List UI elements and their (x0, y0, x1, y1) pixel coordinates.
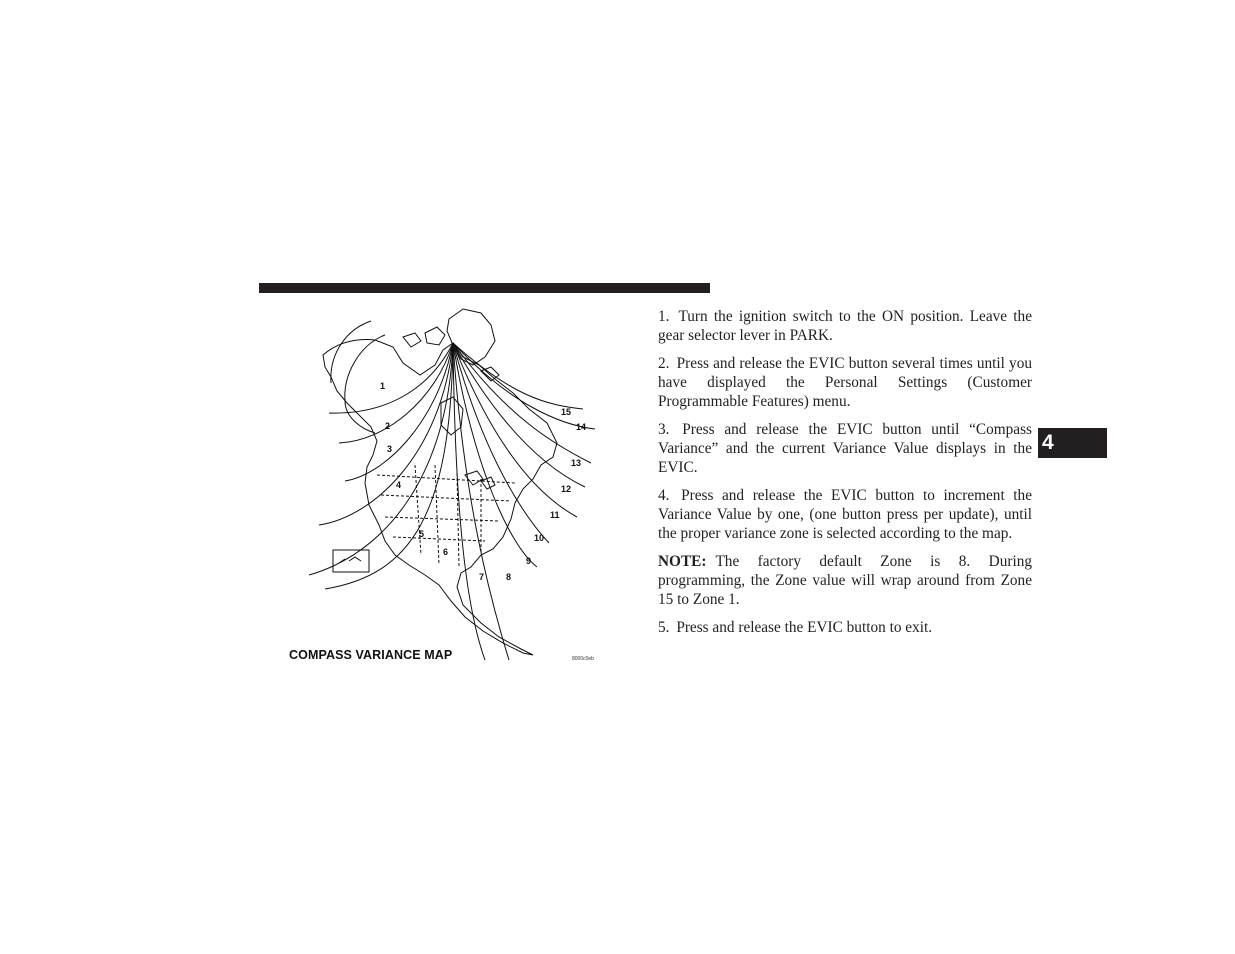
zone-label: 11 (550, 510, 560, 520)
compass-variance-map (285, 305, 615, 670)
step-number: 3. (658, 421, 670, 438)
step-text: Press and release the EVIC button to exit. (676, 619, 933, 636)
step-number: 2. (658, 355, 670, 372)
zone-label: 9 (526, 556, 532, 566)
note-label: NOTE: (658, 553, 707, 570)
zone-label: 6 (443, 547, 449, 557)
step-3 (658, 420, 1032, 477)
zone-label: 15 (561, 407, 572, 417)
zone-label: 4 (396, 480, 402, 490)
note (658, 552, 1032, 609)
step-text: Press and release the EVIC button to increment the Variance Value by one, (one button press per update), until the proper variance zone is selected according to the map. (658, 487, 1032, 542)
zone-label: 2 (385, 421, 391, 431)
zone-label: 3 (387, 444, 393, 454)
step-text: Press and release the EVIC button until “Compass Variance” and the current Variance Value displays in the EVIC. (658, 421, 1033, 476)
zone-label: 10 (534, 533, 545, 543)
step-2 (658, 354, 1032, 411)
zone-label: 12 (561, 484, 572, 494)
instructions-column (658, 307, 1032, 646)
zone-label: 8 (506, 572, 512, 582)
variance-lines (309, 321, 595, 660)
step-1 (658, 307, 1032, 345)
step-4 (658, 486, 1032, 543)
header-rule (259, 283, 710, 293)
step-text: Press and release the EVIC button several times until you have displayed the Personal Settings (Customer Programmable Features) menu. (658, 355, 1032, 410)
zone-label: 14 (576, 422, 587, 432)
note-text: The factory default Zone is 8. During programming, the Zone value will wrap around from Zone 15 to Zone 1. (658, 553, 1032, 608)
zone-label: 13 (571, 458, 582, 468)
zone-label: 1 (380, 381, 386, 391)
step-text: Turn the ignition switch to the ON position. Leave the gear selector lever in PARK. (658, 308, 1032, 344)
step-number: 5. (658, 619, 670, 636)
step-5 (658, 618, 1032, 637)
zone-label: 5 (419, 529, 425, 539)
zone-label: 7 (479, 572, 485, 582)
chapter-tab: 4 (1038, 428, 1107, 458)
step-number: 1. (658, 308, 670, 325)
step-number: 4. (658, 487, 670, 504)
figure-code: 8000c0eb (572, 656, 594, 662)
hawaii-inset (333, 550, 369, 572)
compass-variance-figure (285, 305, 615, 670)
figure-caption: COMPASS VARIANCE MAP (289, 648, 453, 662)
